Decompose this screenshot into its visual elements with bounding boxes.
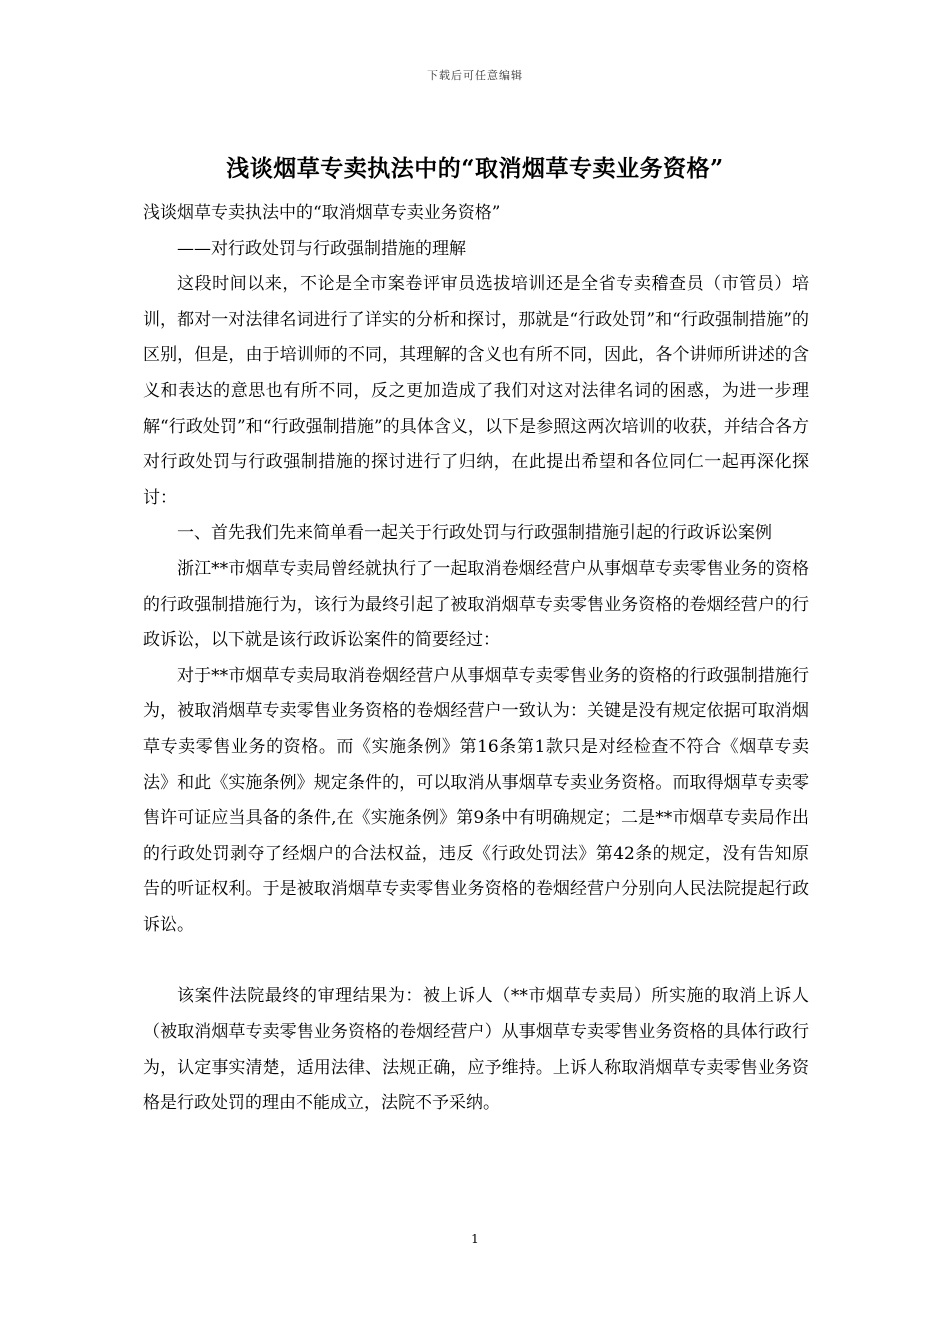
subheading: ——对行政处罚与行政强制措施的理解 — [177, 238, 466, 259]
paragraph-court-result: 该案件法院最终的审理结果为：被上诉人（**市烟草专卖局）所实施的取消上诉人（被取消烟草专卖零售业务资格的卷烟经营户）从事烟草专卖零售业务资格的具体行政行为，认定事实清楚，适用法律、法规正确，应予维持。上诉人称取消烟草专卖零售业务资格是行政处罚的理由不能成立，法院不予采纳。 — [143, 986, 809, 1114]
paragraph-case-summary: 浙江**市烟草专卖局曾经就执行了一起取消卷烟经营户从事烟草专卖零售业务的资格的行政强制措施行为，该行为最终引起了被取消烟草专卖零售业务资格的卷烟经营户的行政诉讼，以下就是该行政诉讼案件的简要经过： — [143, 558, 809, 651]
document-body — [143, 196, 809, 1122]
paragraph-appellant-claims: 对于**市烟草专卖局取消卷烟经营户从事烟草专卖零售业务的资格的行政强制措施行为，被取消烟草专卖零售业务资格的卷烟经营户一致认为：关键是没有规定依据可取消烟草专卖零售业务的资格。而《实施条例》第16条第1款只是对经检查不符合《烟草专卖法》和此《实施条例》规定条件的，可以取消从事烟草专卖业务资格。而取得烟草专卖零售许可证应当具备的条件,在《实施条例》第9条中有明确规定；二是**市烟草专卖局作出的行政处罚剥夺了经烟户的合法权益，违反《行政处罚法》第42条的规定，没有告知原告的听证权利。于是被取消烟草专卖零售业务资格的卷烟经营户分别向人民法院提起行政诉讼。 — [143, 665, 809, 935]
paragraph-section-heading: 一、首先我们先来简单看一起关于行政处罚与行政强制措施引起的行政诉讼案例 — [177, 523, 772, 544]
page-header-note: 下载后可任意编辑 — [427, 69, 523, 82]
subtitle-line: 浅谈烟草专卖执法中的“取消烟草专卖业务资格” — [143, 203, 501, 223]
document-title: 浅谈烟草专卖执法中的“取消烟草专卖业务资格” — [226, 155, 724, 182]
paragraph-intro: 这段时间以来，不论是全市案卷评审员选拔培训还是全省专卖稽查员（市管员）培训，都对一对法律名词进行了详实的分析和探讨，那就是“行政处罚”和“行政强制措施”的区别，但是，由于培训师的不同，其理解的含义也有所不同，因此，各个讲师所讲述的含义和表达的意思也有所不同，反之更加造成了我们对这对法律名词的困惑，为进一步理解“行政处罚”和“行政强制措施”的具体含义，以下是参照这两次培训的收获，并结合各方对行政处罚与行政强制措施的探讨进行了归纳，在此提出希望和各位同仁一起再深化探讨： — [143, 274, 809, 508]
page-number: 1 — [471, 1232, 479, 1246]
